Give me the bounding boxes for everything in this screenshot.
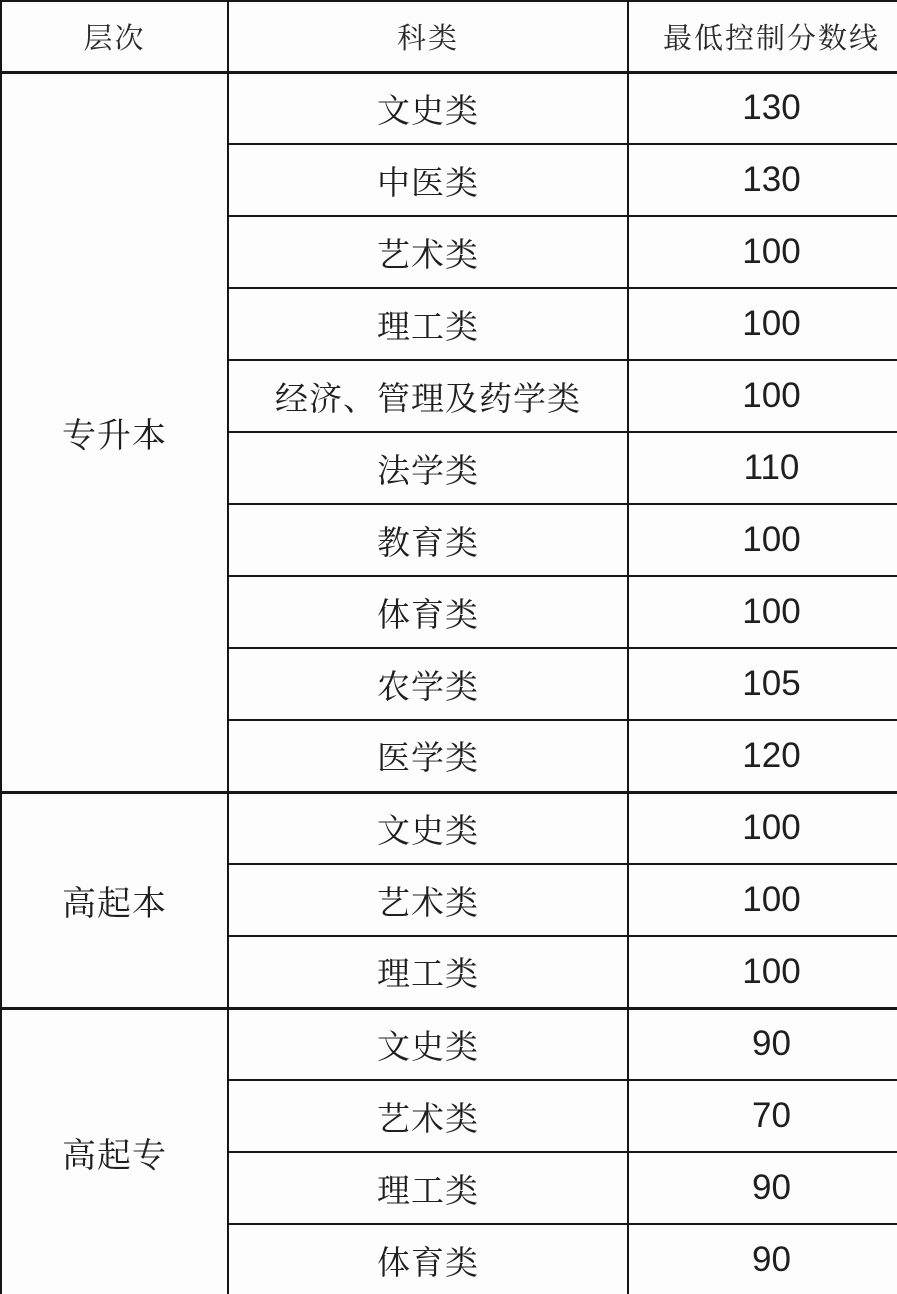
score-cell: 100 <box>628 360 897 432</box>
category-cell: 体育类 <box>228 1224 628 1294</box>
score-cell: 100 <box>628 792 897 864</box>
category-cell: 经济、管理及药学类 <box>228 360 628 432</box>
score-cell: 110 <box>628 432 897 504</box>
table-row <box>1 792 897 864</box>
score-cell: 90 <box>628 1224 897 1294</box>
category-cell: 艺术类 <box>228 216 628 288</box>
score-cell: 100 <box>628 288 897 360</box>
table-row <box>1 1008 897 1080</box>
score-cell: 120 <box>628 720 897 792</box>
category-cell: 体育类 <box>228 576 628 648</box>
level-cell: 专升本 <box>1 72 228 792</box>
category-cell: 文史类 <box>228 1008 628 1080</box>
category-cell: 文史类 <box>228 72 628 144</box>
score-cell: 130 <box>628 144 897 216</box>
score-cell: 70 <box>628 1080 897 1152</box>
table-row <box>1 72 897 144</box>
category-cell: 农学类 <box>228 648 628 720</box>
score-cell: 100 <box>628 216 897 288</box>
category-cell: 艺术类 <box>228 1080 628 1152</box>
category-cell: 法学类 <box>228 432 628 504</box>
score-cell: 100 <box>628 936 897 1008</box>
category-cell: 艺术类 <box>228 864 628 936</box>
header-score: 最低控制分数线 <box>628 1 897 72</box>
score-cell: 130 <box>628 72 897 144</box>
score-cell: 100 <box>628 504 897 576</box>
level-cell: 高起本 <box>1 792 228 1008</box>
category-cell: 理工类 <box>228 1152 628 1224</box>
header-level: 层次 <box>1 1 228 72</box>
score-cell: 100 <box>628 576 897 648</box>
category-cell: 理工类 <box>228 936 628 1008</box>
category-cell: 医学类 <box>228 720 628 792</box>
category-cell: 理工类 <box>228 288 628 360</box>
category-cell: 文史类 <box>228 792 628 864</box>
score-cell: 90 <box>628 1152 897 1224</box>
score-cell: 105 <box>628 648 897 720</box>
header-category: 科类 <box>228 1 628 72</box>
category-cell: 教育类 <box>228 504 628 576</box>
score-cell: 90 <box>628 1008 897 1080</box>
level-cell: 高起专 <box>1 1008 228 1294</box>
header-row <box>1 1 897 72</box>
score-cell: 100 <box>628 864 897 936</box>
category-cell: 中医类 <box>228 144 628 216</box>
